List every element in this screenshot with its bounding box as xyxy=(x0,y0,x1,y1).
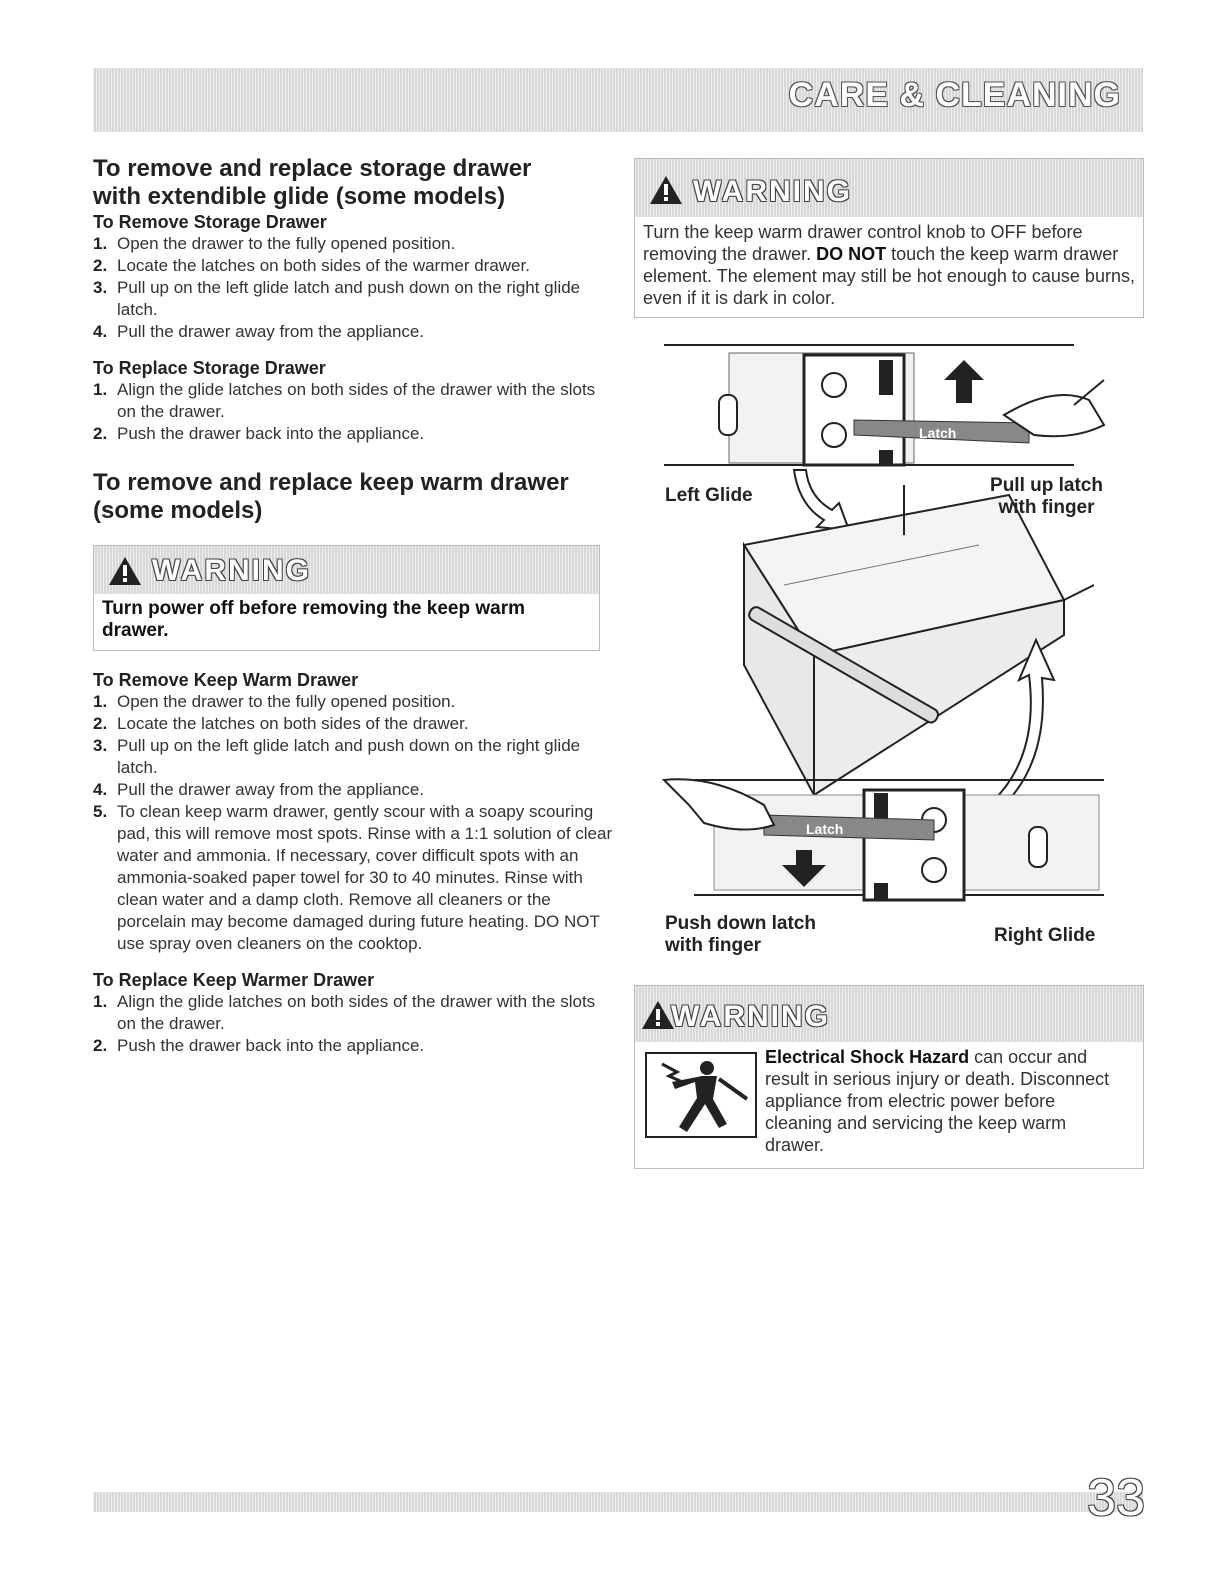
list-item: 2. Push the drawer back into the appliance. xyxy=(93,424,425,443)
storage-drawer-heading: To remove and replace storage drawer with extendible glide (some models) xyxy=(93,155,532,210)
list-item: 2. Push the drawer back into the appliance. xyxy=(93,1036,425,1055)
warning-text: Turn power off before removing the keep warm drawer. xyxy=(102,598,525,641)
warning-triangle-icon xyxy=(641,1000,675,1030)
warning-text: Turn the keep warm drawer control knob to OFF before removing the drawer. DO NOT touch the keep warm drawer element. The element may still be hot enough to cause burns, even if it is dark in color. xyxy=(643,222,1135,308)
replace-keepwarm-steps xyxy=(93,991,613,1057)
footer-band xyxy=(93,1492,1143,1512)
electric-shock-icon xyxy=(645,1052,757,1138)
latch-label-bottom: Latch xyxy=(806,821,844,837)
warning-label: WARNING xyxy=(671,1000,830,1033)
power-off-warning xyxy=(93,545,600,651)
list-item: 2. Locate the latches on both sides of the warmer drawer. xyxy=(93,256,530,275)
warning-label: WARNING xyxy=(152,554,311,587)
header-band xyxy=(93,68,1143,132)
drawer-glide-illustration xyxy=(634,335,1144,965)
warning-label: WARNING xyxy=(693,175,852,208)
replace-storage-title: To Replace Storage Drawer xyxy=(93,358,326,378)
remove-keepwarm-steps xyxy=(93,691,613,955)
list-item: 4. Pull the drawer away from the appliance. xyxy=(93,780,425,799)
replace-keepwarm-title: To Replace Keep Warmer Drawer xyxy=(93,970,375,990)
list-item: 1. Open the drawer to the fully opened position. xyxy=(93,234,456,253)
left-glide-label: Left Glide xyxy=(665,485,753,506)
push-down-label: Push down latch with finger xyxy=(665,913,816,956)
right-glide-label: Right Glide xyxy=(994,925,1096,946)
pull-up-label: Pull up latch with finger xyxy=(990,475,1103,518)
list-item: 3. Pull up on the left glide latch and push down on the right glide latch. xyxy=(93,278,581,319)
latch-label-top: Latch xyxy=(919,425,957,441)
list-item: 1. Align the glide latches on both sides of the drawer with the slots on the drawer. xyxy=(93,380,596,421)
left-column xyxy=(93,155,613,1057)
knob-off-warning xyxy=(634,158,1144,318)
list-item: 4. Pull the drawer away from the appliance. xyxy=(93,322,425,341)
list-item: 1. Open the drawer to the fully opened position. xyxy=(93,692,456,711)
drawer-diagram xyxy=(634,335,1144,965)
list-item: 3. Pull up on the left glide latch and push down on the right glide latch. xyxy=(93,736,581,777)
remove-storage-steps xyxy=(93,233,613,343)
section-title: CARE & CLEANING xyxy=(788,76,1121,114)
remove-keepwarm-title: To Remove Keep Warm Drawer xyxy=(93,670,359,690)
warning-triangle-icon xyxy=(108,556,142,586)
warning-text: Electrical Shock Hazard can occur and result in serious injury or death. Disconnect appliance from electric power before cleaning and servicing the keep warm drawer. xyxy=(765,1047,1110,1155)
page-number: 33 xyxy=(1087,1469,1145,1527)
list-item: 1. Align the glide latches on both sides of the drawer with the slots on the drawer. xyxy=(93,992,596,1033)
list-item: 2. Locate the latches on both sides of the drawer. xyxy=(93,714,469,733)
warning-triangle-icon xyxy=(649,175,683,205)
remove-storage-title: To Remove Storage Drawer xyxy=(93,212,327,232)
list-item: 5. To clean keep warm drawer, gently scour with a soapy scouring pad, this will remove most spots. Rinse with a 1:1 solution of clear water and ammonia. If necessary, cover difficult spots with an ammonia-soaked paper towel for 30 to 40 minutes. Rinse with clean water and a damp cloth. Remove all cleaners or the porcelain may become damaged during future heating. DO NOT use spray oven cleaners on the cooktop. xyxy=(93,802,613,953)
replace-storage-steps xyxy=(93,379,613,445)
keep-warm-heading: To remove and replace keep warm drawer (some models) xyxy=(93,469,569,524)
electrical-shock-warning xyxy=(634,985,1144,1169)
